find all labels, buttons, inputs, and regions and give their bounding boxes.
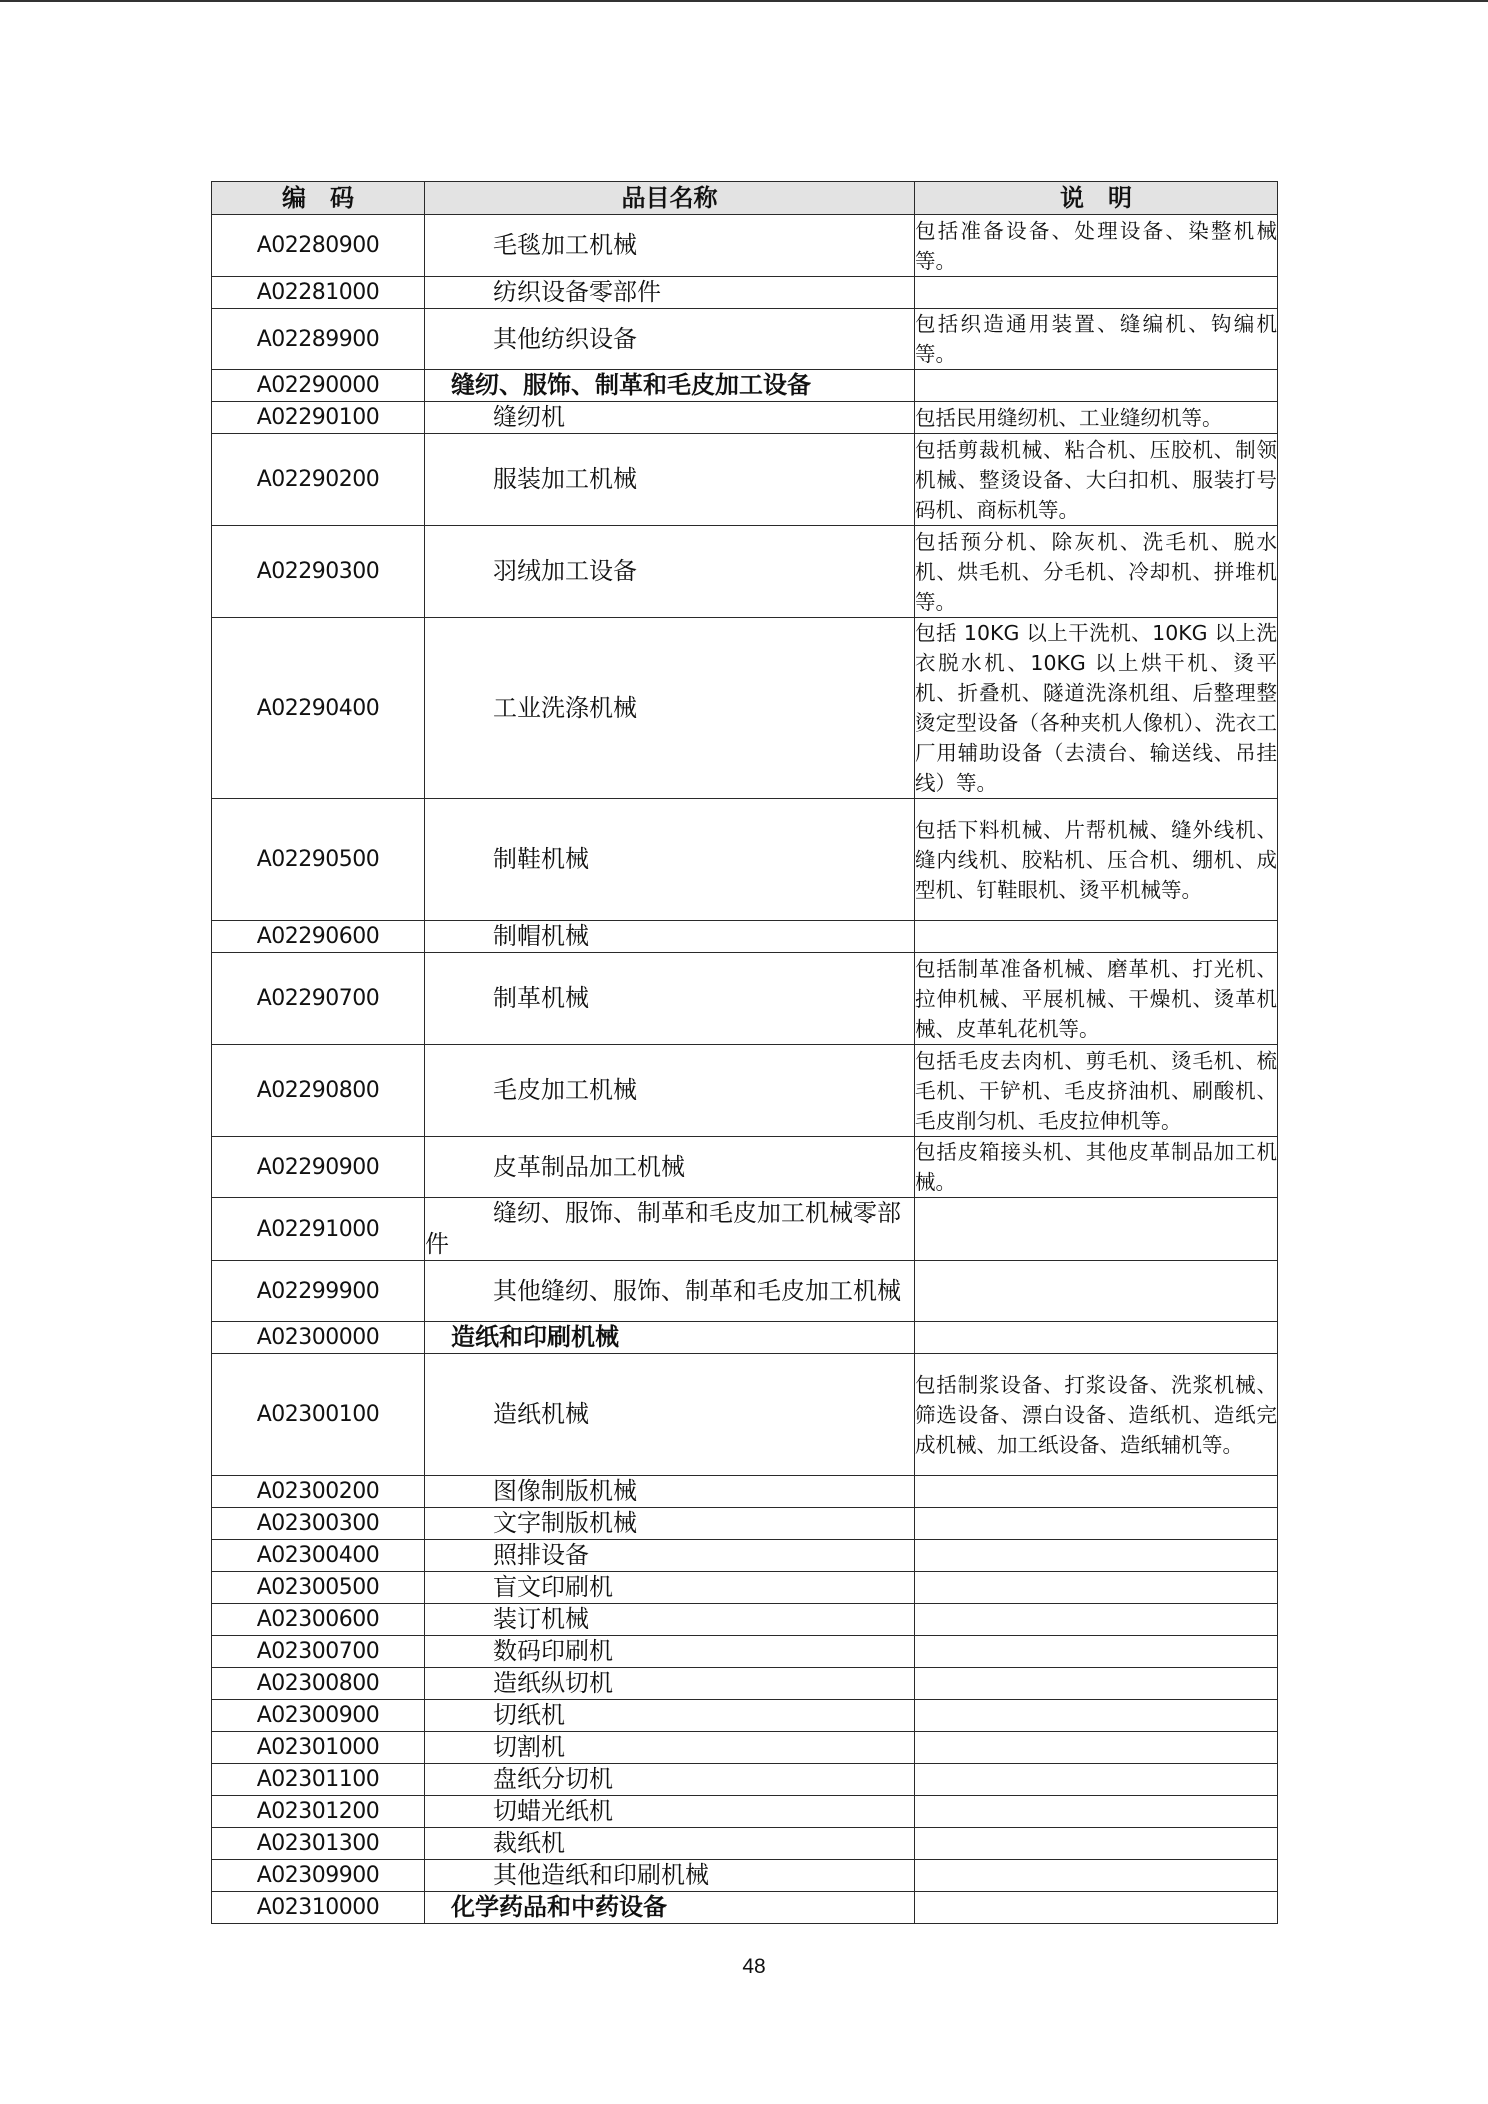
item-description: 包括民用缝纫机、工业缝纫机等。 <box>915 402 1278 434</box>
item-code: A02289900 <box>212 309 425 370</box>
item-description <box>915 1540 1278 1572</box>
item-code: A02299900 <box>212 1261 425 1322</box>
item-name: 其他造纸和印刷机械 <box>425 1860 915 1892</box>
item-name: 毛毯加工机械 <box>425 215 915 277</box>
page-number: 48 <box>742 1955 766 1978</box>
item-name: 制鞋机械 <box>425 799 915 921</box>
item-name: 文字制版机械 <box>425 1508 915 1540</box>
item-code: A02310000 <box>212 1892 425 1924</box>
item-name: 图像制版机械 <box>425 1476 915 1508</box>
item-code: A02300600 <box>212 1604 425 1636</box>
item-description: 包括制浆设备、打浆设备、洗浆机械、筛选设备、漂白设备、造纸机、造纸完成机械、加工纸设备、造纸辅机等。 <box>915 1354 1278 1476</box>
header-item-name: 品目名称 <box>425 182 915 215</box>
item-name: 裁纸机 <box>425 1828 915 1860</box>
catalog-table <box>211 181 1278 1924</box>
table-row <box>212 1892 1278 1924</box>
table-row <box>212 1322 1278 1354</box>
item-description <box>915 1892 1278 1924</box>
table-row <box>212 921 1278 953</box>
item-description: 包括剪裁机械、粘合机、压胶机、制领机械、整烫设备、大臼扣机、服装打号码机、商标机等。 <box>915 434 1278 526</box>
table-row <box>212 1828 1278 1860</box>
item-name: 切割机 <box>425 1732 915 1764</box>
item-description <box>915 277 1278 309</box>
item-code: A02300200 <box>212 1476 425 1508</box>
item-code: A02300900 <box>212 1700 425 1732</box>
table-row <box>212 1540 1278 1572</box>
item-description <box>915 370 1278 402</box>
item-description <box>915 1198 1278 1261</box>
header-description: 说 明 <box>915 182 1278 215</box>
table-row <box>212 1354 1278 1476</box>
item-code: A02290200 <box>212 434 425 526</box>
table-header <box>212 182 1278 215</box>
table-row <box>212 1198 1278 1261</box>
table-row <box>212 1700 1278 1732</box>
item-code: A02290600 <box>212 921 425 953</box>
table-row <box>212 1860 1278 1892</box>
table-row <box>212 1604 1278 1636</box>
category-name: 缝纫、服饰、制革和毛皮加工设备 <box>425 370 915 402</box>
table-row <box>212 1045 1278 1137</box>
item-description <box>915 1508 1278 1540</box>
item-description <box>915 1604 1278 1636</box>
item-name: 照排设备 <box>425 1540 915 1572</box>
item-description <box>915 1764 1278 1796</box>
table-row <box>212 799 1278 921</box>
category-name: 造纸和印刷机械 <box>425 1322 915 1354</box>
table-row <box>212 1668 1278 1700</box>
table-row <box>212 1137 1278 1198</box>
table-row <box>212 402 1278 434</box>
table-row <box>212 215 1278 277</box>
item-description <box>915 1732 1278 1764</box>
table-row <box>212 1764 1278 1796</box>
item-description <box>915 1860 1278 1892</box>
table-row <box>212 1636 1278 1668</box>
item-code: A02300700 <box>212 1636 425 1668</box>
item-code: A02301200 <box>212 1796 425 1828</box>
item-name: 盲文印刷机 <box>425 1572 915 1604</box>
table-row <box>212 618 1278 799</box>
item-name: 盘纸分切机 <box>425 1764 915 1796</box>
item-name: 纺织设备零部件 <box>425 277 915 309</box>
item-name: 切蜡光纸机 <box>425 1796 915 1828</box>
table-row <box>212 434 1278 526</box>
item-description: 包括 10KG 以上干洗机、10KG 以上洗衣脱水机、10KG 以上烘干机、烫平机、折叠机、隧道洗涤机组、后整理整烫定型设备（各种夹机人像机）、洗衣工厂用辅助设备（去渍台、输送线、吊挂线）等。 <box>915 618 1278 799</box>
table-row <box>212 1796 1278 1828</box>
table-body <box>212 215 1278 1924</box>
item-description <box>915 1796 1278 1828</box>
item-code: A02300500 <box>212 1572 425 1604</box>
item-code: A02301300 <box>212 1828 425 1860</box>
header-code: 编 码 <box>212 182 425 215</box>
item-code: A02300000 <box>212 1322 425 1354</box>
item-code: A02290900 <box>212 1137 425 1198</box>
item-description: 包括皮箱接头机、其他皮革制品加工机械。 <box>915 1137 1278 1198</box>
item-name: 服装加工机械 <box>425 434 915 526</box>
table-row <box>212 1572 1278 1604</box>
table-row <box>212 277 1278 309</box>
item-code: A02290400 <box>212 618 425 799</box>
item-name: 数码印刷机 <box>425 1636 915 1668</box>
header-row <box>212 182 1278 215</box>
item-code: A02300800 <box>212 1668 425 1700</box>
item-code: A02301100 <box>212 1764 425 1796</box>
item-name: 制革机械 <box>425 953 915 1045</box>
item-code: A02301000 <box>212 1732 425 1764</box>
item-name: 缝纫机 <box>425 402 915 434</box>
item-name: 工业洗涤机械 <box>425 618 915 799</box>
item-description <box>915 1476 1278 1508</box>
item-code: A02290100 <box>212 402 425 434</box>
item-code: A02290500 <box>212 799 425 921</box>
item-description <box>915 1828 1278 1860</box>
item-description: 包括下料机械、片帮机械、缝外线机、缝内线机、胶粘机、压合机、绷机、成型机、钉鞋眼机、烫平机械等。 <box>915 799 1278 921</box>
table-row <box>212 1732 1278 1764</box>
item-name: 羽绒加工设备 <box>425 526 915 618</box>
item-name: 其他纺织设备 <box>425 309 915 370</box>
item-description <box>915 1322 1278 1354</box>
item-name: 缝纫、服饰、制革和毛皮加工机械零部件 <box>425 1198 915 1261</box>
item-description <box>915 1261 1278 1322</box>
item-name: 毛皮加工机械 <box>425 1045 915 1137</box>
table-row <box>212 1261 1278 1322</box>
table-row <box>212 526 1278 618</box>
item-code: A02290000 <box>212 370 425 402</box>
table-row <box>212 953 1278 1045</box>
category-name: 化学药品和中药设备 <box>425 1892 915 1924</box>
item-name: 装订机械 <box>425 1604 915 1636</box>
item-description: 包括毛皮去肉机、剪毛机、烫毛机、梳毛机、干铲机、毛皮挤油机、刷酸机、毛皮削匀机、毛皮拉伸机等。 <box>915 1045 1278 1137</box>
item-description: 包括预分机、除灰机、洗毛机、脱水机、烘毛机、分毛机、冷却机、拼堆机等。 <box>915 526 1278 618</box>
item-code: A02309900 <box>212 1860 425 1892</box>
table-row <box>212 1476 1278 1508</box>
item-name: 造纸机械 <box>425 1354 915 1476</box>
item-description <box>915 1572 1278 1604</box>
item-description <box>915 1636 1278 1668</box>
item-description <box>915 921 1278 953</box>
item-code: A02281000 <box>212 277 425 309</box>
item-name: 切纸机 <box>425 1700 915 1732</box>
item-name: 其他缝纫、服饰、制革和毛皮加工机械 <box>425 1261 915 1322</box>
page-top-border <box>0 0 1488 2</box>
item-code: A02290800 <box>212 1045 425 1137</box>
item-code: A02300400 <box>212 1540 425 1572</box>
item-code: A02290700 <box>212 953 425 1045</box>
item-code: A02290300 <box>212 526 425 618</box>
item-description <box>915 1668 1278 1700</box>
item-description <box>915 1700 1278 1732</box>
item-description: 包括织造通用装置、缝编机、钩编机等。 <box>915 309 1278 370</box>
item-code: A02280900 <box>212 215 425 277</box>
item-name: 制帽机械 <box>425 921 915 953</box>
item-name: 造纸纵切机 <box>425 1668 915 1700</box>
table-row <box>212 370 1278 402</box>
table-row <box>212 309 1278 370</box>
table-row <box>212 1508 1278 1540</box>
item-code: A02291000 <box>212 1198 425 1261</box>
item-code: A02300300 <box>212 1508 425 1540</box>
item-description: 包括准备设备、处理设备、染整机械等。 <box>915 215 1278 277</box>
item-code: A02300100 <box>212 1354 425 1476</box>
item-description: 包括制革准备机械、磨革机、打光机、拉伸机械、平展机械、干燥机、烫革机械、皮革轧花机等。 <box>915 953 1278 1045</box>
item-name: 皮革制品加工机械 <box>425 1137 915 1198</box>
